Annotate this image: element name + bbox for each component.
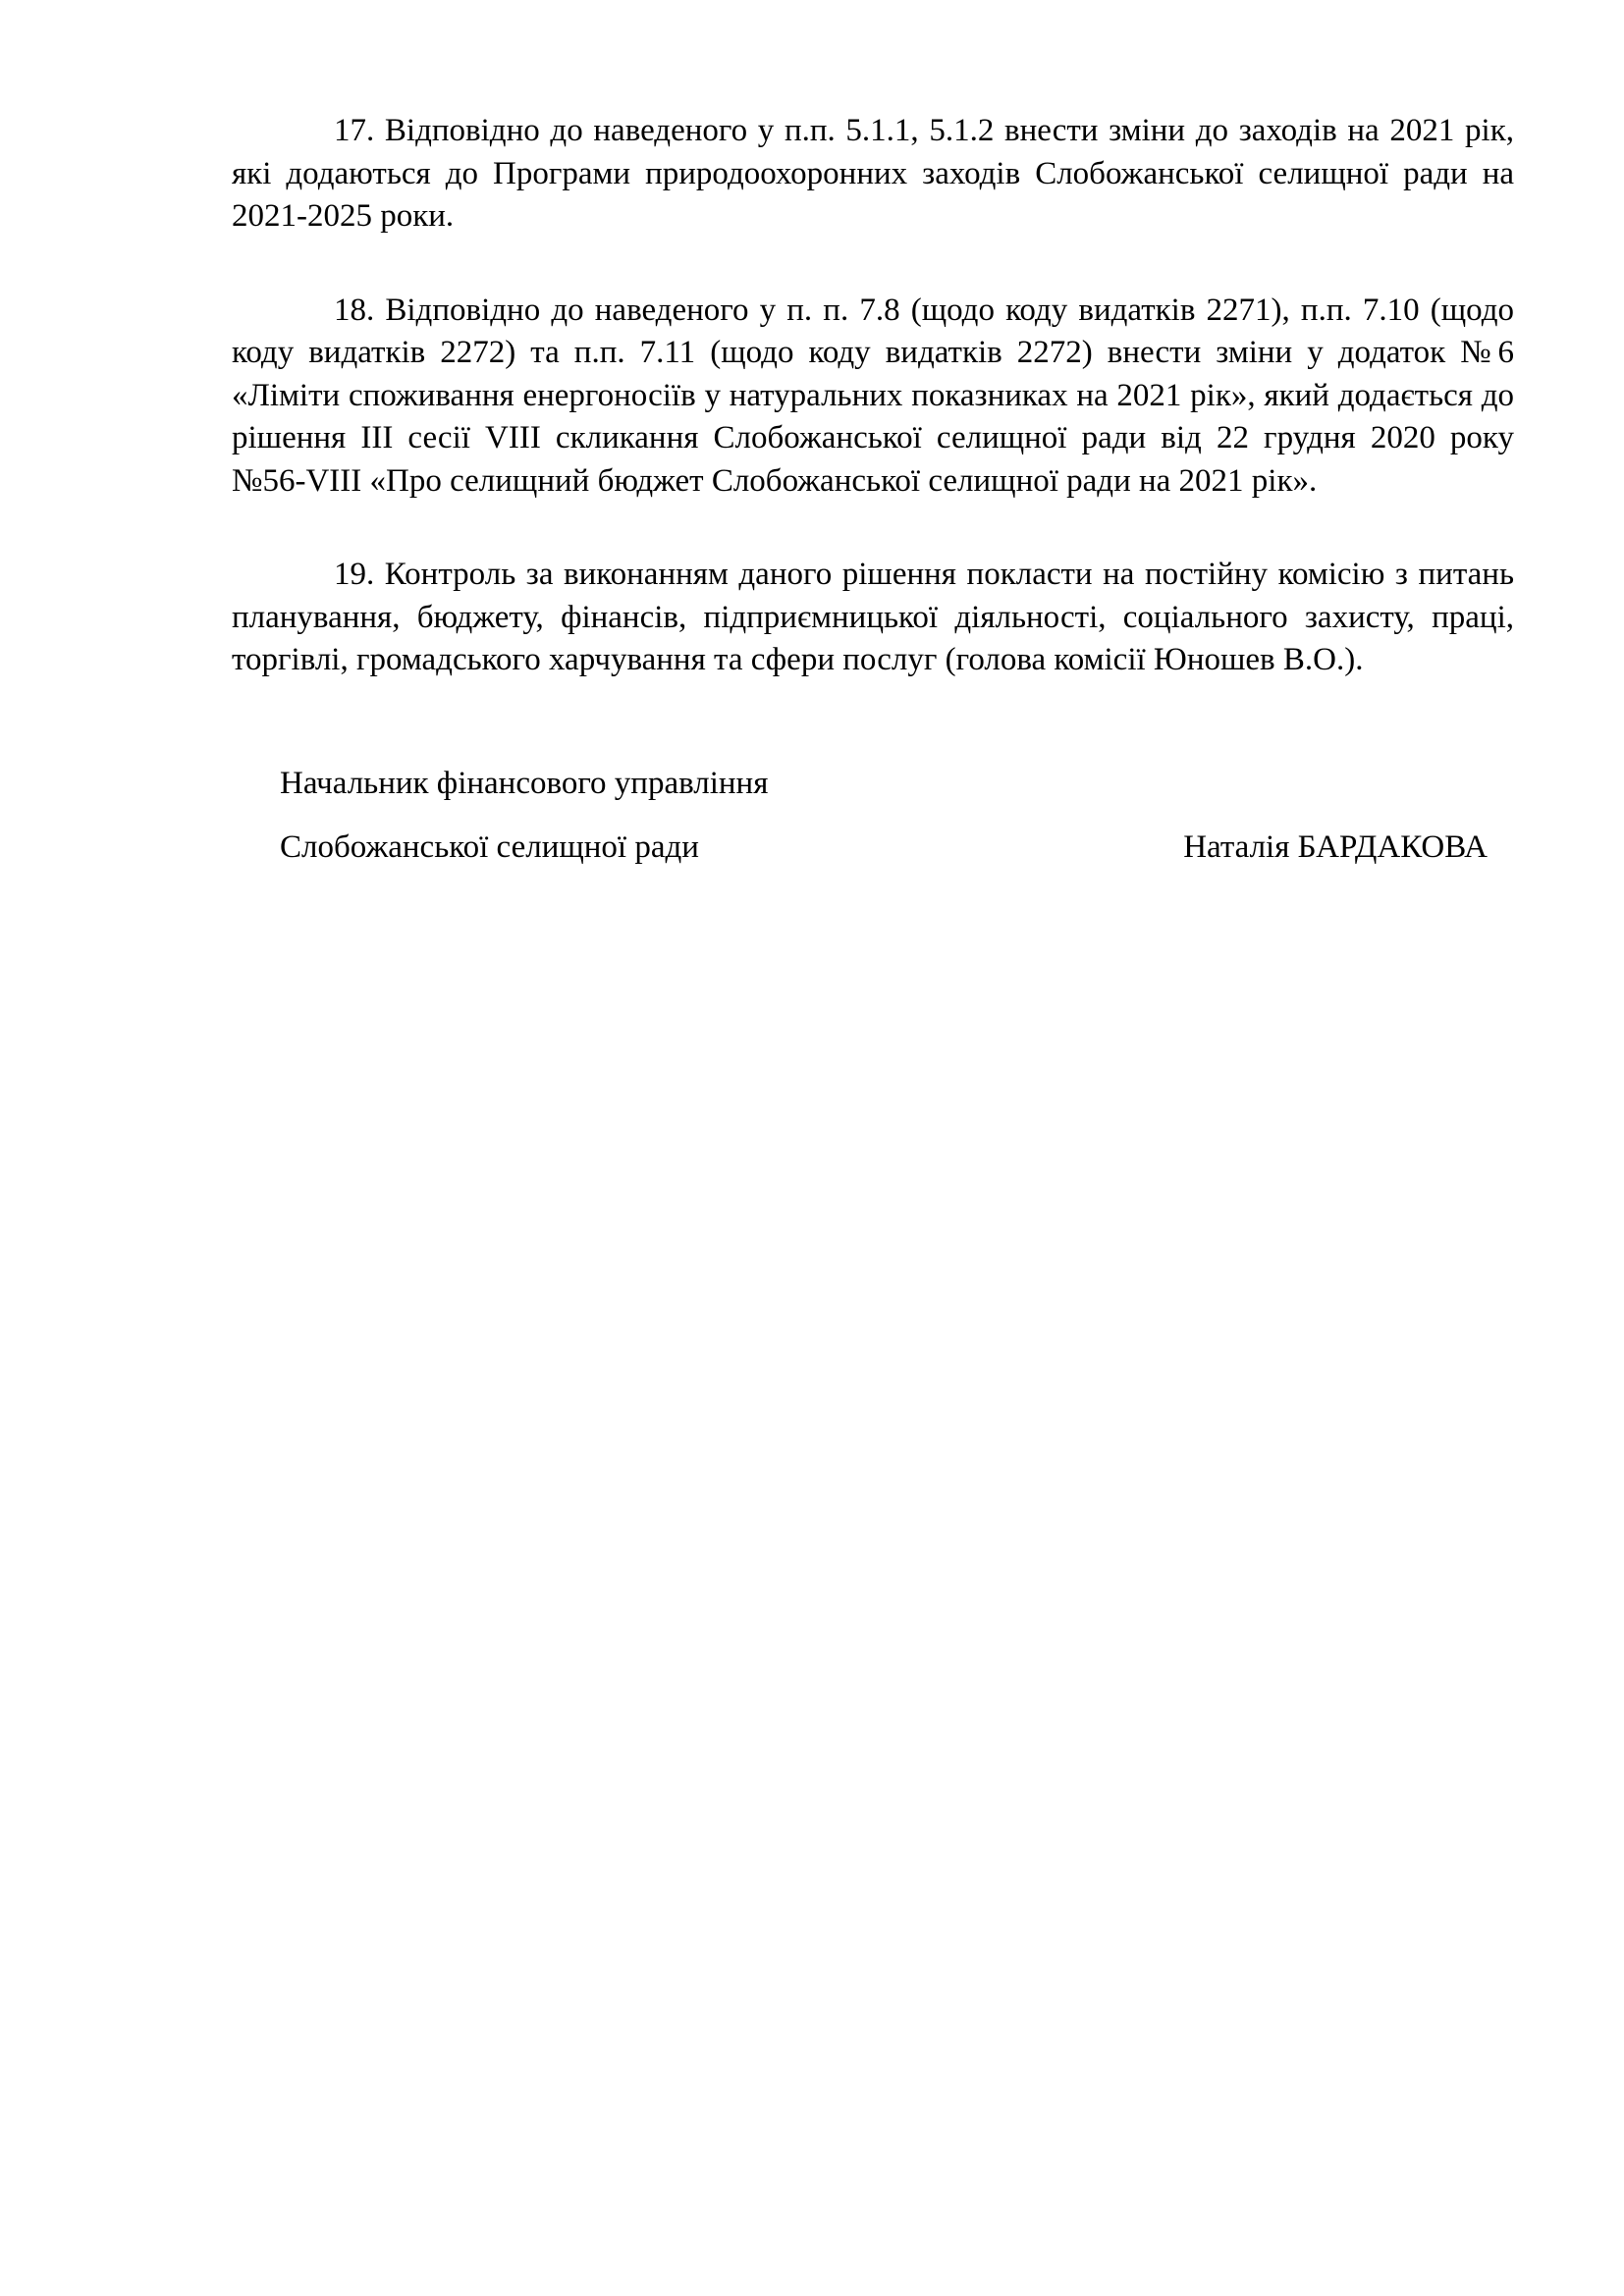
paragraph-17: 17. Відповідно до наведеного у п.п. 5.1.1, 5.1.2 внести зміни до заходів на 2021 рік, які додаються до Програми природоохоронних заходів Слобожанської селищної ради на 2021-2025 роки. — [232, 113, 1514, 234]
signature-position-line-2 — [280, 827, 1488, 870]
paragraph-18: 18. Відповідно до наведеного у п. п. 7.8 (щодо коду видатків 2271), п.п. 7.10 (щодо коду видатків 2272) та п.п. 7.11 (щодо коду видатків 2272) внести зміни у додаток №6 «Ліміти споживання енергоносіїв у натуральних показниках на 2021 рік», який додається до рішення ІІІ сесії VIII скликання Слобожанської селищної ради від 22 грудня 2020 року №56-VIII «Про селищний бюджет Слобожанської селищної ради на 2021 рік». — [232, 292, 1514, 499]
signer-organization: Слобожанської селищної ради — [280, 828, 699, 865]
document-body — [232, 110, 1514, 733]
paragraph-19: 19. Контроль за виконанням даного рішення покласти на постійну комісію з питань планування, бюджету, фінансів, підприємницької діяльності, соціального захисту, праці, торгівлі, громадського харчування та сфери послуг (голова комісії Юношев В.О.). — [232, 557, 1514, 677]
signer-name: Наталія БАРДАКОВА — [1183, 828, 1488, 865]
signer-position-title: Начальник фінансового управління — [280, 766, 769, 801]
signature-position-line-1 — [280, 763, 1488, 806]
signature-block — [280, 763, 1488, 889]
